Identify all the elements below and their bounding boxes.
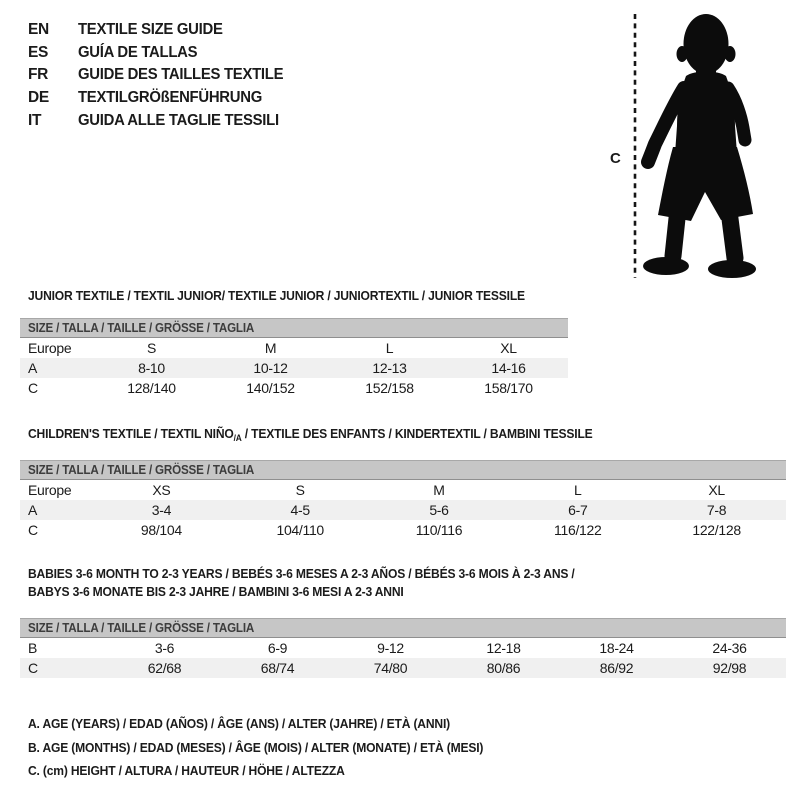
table-row — [20, 338, 568, 358]
children-heading-sub: /A — [233, 433, 242, 443]
table-cell: 8-10 — [138, 360, 165, 376]
table-cell: 116/122 — [554, 522, 602, 538]
language-row-it — [28, 109, 299, 132]
column-header: XL — [500, 340, 517, 356]
table-cell: 4-5 — [290, 502, 310, 518]
toddler-silhouette-svg — [598, 4, 783, 292]
table-row — [20, 500, 786, 520]
column-header: L — [385, 340, 394, 356]
table-cell: 9-12 — [377, 640, 404, 656]
babies-size-table — [20, 618, 786, 678]
children-size-table — [20, 460, 786, 540]
language-title: TEXTILGRÖßENFÜHRUNG — [78, 89, 263, 107]
table-cell: 158/170 — [484, 380, 533, 396]
column-header: S — [146, 340, 157, 356]
table-row — [20, 520, 786, 540]
table-cell: 92/98 — [712, 660, 747, 676]
legend-notes — [28, 712, 518, 783]
table-cell: 74/80 — [373, 660, 408, 676]
table-row — [20, 480, 786, 500]
note-b-age-months: B. AGE (MONTHS) / EDAD (MESES) / ÂGE (MOIS) / ALTER (MONATE) / ETÀ (MESI) — [28, 739, 484, 755]
column-header: M — [433, 482, 445, 498]
table-cell: 152/158 — [365, 380, 414, 396]
language-row-fr — [28, 64, 299, 87]
table-row — [20, 638, 786, 658]
column-header: XS — [152, 482, 171, 498]
language-code: ES — [28, 43, 49, 61]
table-cell: 128/140 — [127, 380, 176, 396]
size-header-label: SIZE / TALLA / TAILLE / GRÖSSE / TAGLIA — [28, 321, 255, 335]
table-cell: 110/116 — [415, 522, 463, 538]
row-label-a: A — [28, 360, 38, 376]
language-row-es — [28, 42, 299, 65]
column-header: L — [574, 482, 582, 498]
language-row-en — [28, 19, 299, 42]
table-cell: 3-4 — [151, 502, 172, 518]
toddler-silhouette — [643, 14, 756, 278]
language-title: GUIDE DES TAILLES TEXTILE — [78, 66, 284, 84]
table-cell: 14-16 — [491, 360, 526, 376]
table-cell: 122/128 — [692, 522, 741, 538]
babies-section-heading-line1: BABIES 3-6 MONTH TO 2-3 YEARS / BEBÉS 3-6 MESES A 2-3 AÑOS / BÉBÉS 3-6 MOIS À 2-3 ANS / — [28, 566, 575, 581]
language-code: IT — [28, 111, 42, 129]
table-cell: 68/74 — [260, 660, 295, 676]
language-code: EN — [28, 21, 49, 39]
language-code: DE — [28, 89, 49, 107]
language-code: FR — [28, 66, 49, 84]
table-cell: 86/92 — [599, 660, 634, 676]
row-label-c: C — [28, 380, 38, 396]
table-cell: 140/152 — [246, 380, 295, 396]
row-label-c: C — [28, 660, 38, 676]
column-header: M — [264, 340, 277, 356]
size-header-label: SIZE / TALLA / TAILLE / GRÖSSE / TAGLIA — [28, 621, 255, 635]
junior-size-table — [20, 318, 568, 398]
toddler-silhouette-figure — [598, 4, 783, 292]
size-header-label: SIZE / TALLA / TAILLE / GRÖSSE / TAGLIA — [28, 463, 255, 477]
babies-section-heading-line2: BABYS 3-6 MONATE BIS 2-3 JAHRE / BAMBINI 3-6 MESI A 2-3 ANNI — [28, 584, 404, 599]
table-cell: 24-36 — [712, 640, 747, 656]
row-label-b: B — [28, 640, 38, 656]
table-cell: 6-9 — [267, 640, 288, 656]
language-list — [28, 19, 299, 132]
table-cell: 10-12 — [253, 360, 288, 376]
column-header: S — [295, 482, 305, 498]
table-cell: 12-13 — [372, 360, 407, 376]
table-row — [20, 358, 568, 378]
table-cell: 98/104 — [140, 522, 182, 538]
language-row-de — [28, 87, 299, 110]
children-heading-pre: CHILDREN'S TEXTILE / TEXTIL NIÑO — [28, 426, 234, 441]
junior-section-heading: JUNIOR TEXTILE / TEXTIL JUNIOR/ TEXTILE JUNIOR / JUNIORTEXTIL / JUNIOR TESSILE — [28, 288, 525, 303]
size-header-bar — [20, 460, 786, 480]
language-title: GUIDA ALLE TAGLIE TESSILI — [78, 111, 279, 129]
row-label-c: C — [28, 522, 38, 538]
table-cell: 18-24 — [599, 640, 634, 656]
size-header-bar — [20, 618, 786, 638]
table-row — [20, 378, 568, 398]
table-row — [20, 658, 786, 678]
table-cell: 12-18 — [486, 640, 521, 656]
column-header: XL — [708, 482, 725, 498]
size-header-bar — [20, 318, 568, 338]
language-title: TEXTILE SIZE GUIDE — [78, 21, 223, 39]
table-cell: 7-8 — [706, 502, 727, 518]
note-a-age-years: A. AGE (YEARS) / EDAD (AÑOS) / ÂGE (ANS) / ALTER (JAHRE) / ETÀ (ANNI) — [28, 716, 450, 732]
height-label: C — [610, 150, 621, 167]
row-label-europe: Europe — [28, 482, 72, 498]
table-cell: 62/68 — [147, 660, 182, 676]
table-cell: 6-7 — [568, 502, 588, 518]
row-label-europe: Europe — [28, 340, 72, 356]
children-section-heading — [28, 426, 635, 443]
note-c-height-cm: C. (cm) HEIGHT / ALTURA / HAUTEUR / HÖHE / ALTEZZA — [28, 763, 345, 779]
row-label-a: A — [28, 502, 38, 518]
language-title: GUÍA DE TALLAS — [78, 43, 198, 61]
table-cell: 3-6 — [154, 640, 175, 656]
table-cell: 80/86 — [486, 660, 521, 676]
table-cell: 104/110 — [276, 522, 324, 538]
children-heading-post: / TEXTILE DES ENFANTS / KINDERTEXTIL / BAMBINI TESSILE — [241, 426, 593, 441]
table-cell: 5-6 — [429, 502, 449, 518]
